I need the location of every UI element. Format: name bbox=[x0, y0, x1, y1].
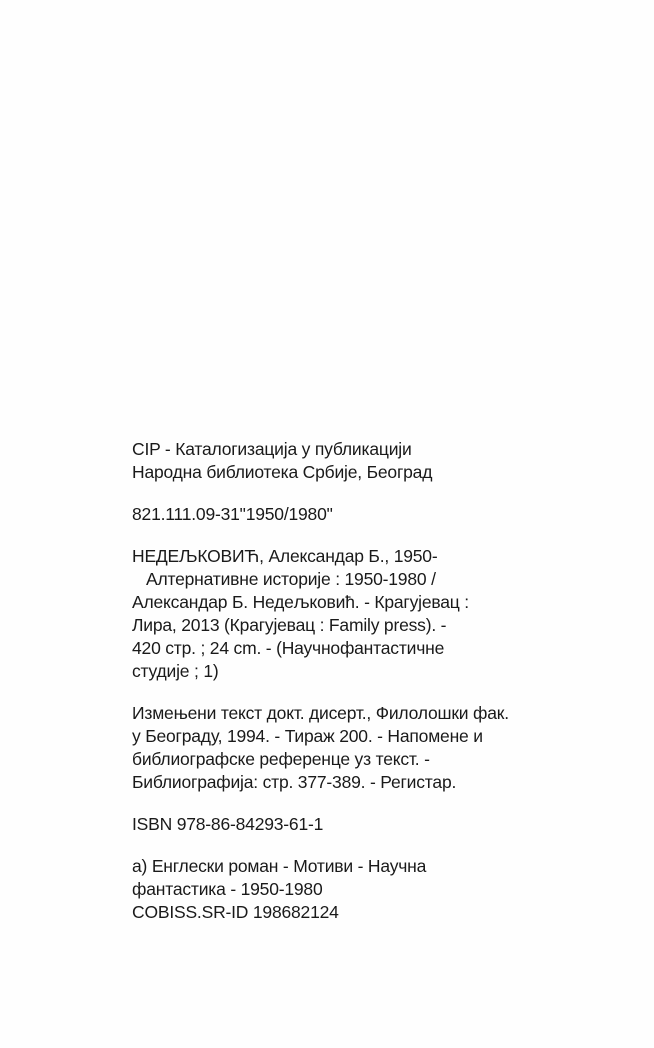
cip-header-line: CIP - Каталогизација у публикацији bbox=[132, 439, 412, 459]
subject-line: а) Енглески роман - Мотиви - Научна bbox=[132, 856, 427, 876]
notes-line: у Београду, 1994. - Тираж 200. - Напомене и bbox=[132, 726, 483, 746]
cip-record bbox=[132, 438, 509, 924]
udc-classification bbox=[132, 503, 492, 526]
subject-line: фантастика - 1950-1980 bbox=[132, 879, 323, 899]
bibliographic-description bbox=[132, 545, 492, 683]
author-heading-line: НЕДЕЉКОВИЋ, Александар Б., 1950- bbox=[132, 546, 438, 566]
isbn-line: ISBN 978-86-84293-61-1 bbox=[132, 814, 324, 834]
subjects bbox=[132, 855, 492, 924]
notes-line: библиографске референце уз текст. - bbox=[132, 749, 430, 769]
spacer bbox=[132, 484, 492, 503]
cip-header-line: Народна библиотека Србије, Београд bbox=[132, 462, 433, 482]
spacer bbox=[132, 794, 492, 813]
spacer bbox=[132, 683, 492, 702]
cip-header bbox=[132, 438, 492, 484]
isbn bbox=[132, 813, 492, 836]
description-line: студије ; 1) bbox=[132, 661, 219, 681]
notes bbox=[132, 702, 509, 794]
title-line: Алтернативне историје : 1950-1980 / bbox=[146, 569, 436, 589]
description-line: Александар Б. Недељковић. - Крагујевац : bbox=[132, 592, 469, 612]
notes-line: Измењени текст докт. дисерт., Филолошки фак. bbox=[132, 703, 509, 723]
spacer bbox=[132, 836, 492, 855]
notes-line: Библиографија: стр. 377-389. - Регистар. bbox=[132, 772, 457, 792]
description-line: 420 стр. ; 24 cm. - (Научнофантастичне bbox=[132, 638, 445, 658]
cobiss-id-line: COBISS.SR-ID 198682124 bbox=[132, 902, 339, 922]
spacer bbox=[132, 526, 492, 545]
udc-line: 821.111.09-31"1950/1980" bbox=[132, 504, 333, 524]
description-line: Лира, 2013 (Крагујевац : Family press). - bbox=[132, 615, 447, 635]
